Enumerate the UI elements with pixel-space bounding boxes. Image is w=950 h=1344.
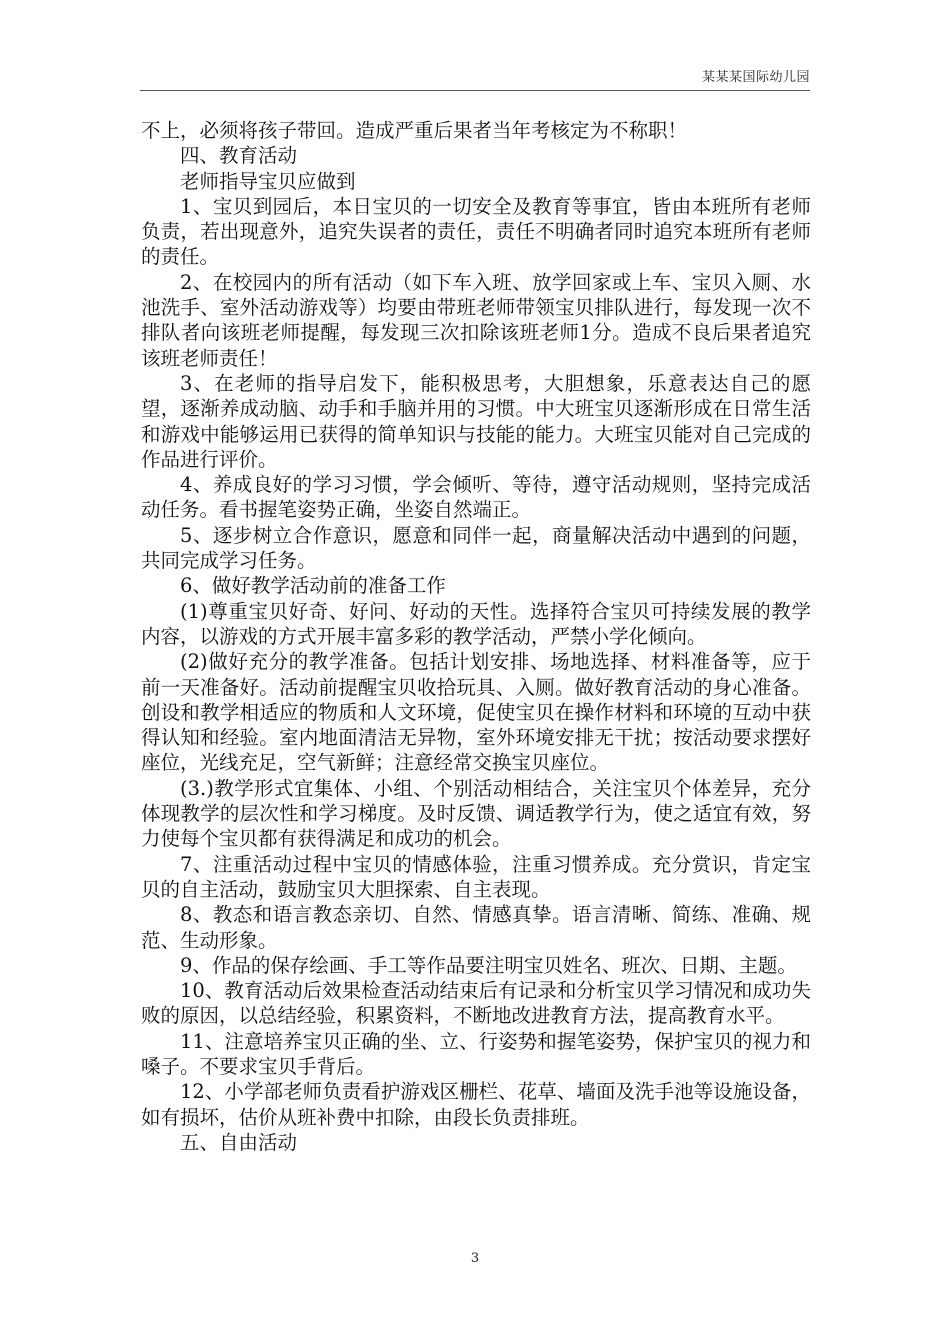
paragraph-item-2: 2、在校园内的所有活动（如下车入班、放学回家或上车、宝贝入厕、水池洗手、室外活动游戏等）均要由带班老师带领宝贝排队进行，每发现一次不排队者向该班老师提醒，每发现三次扣除该班老师1分。造成不良后果者追究该班老师责任！ [141, 270, 811, 370]
header-divider [140, 90, 810, 91]
paragraph-item-6: 6、做好教学活动前的准备工作 [180, 574, 446, 598]
paragraph-item-3: 3、在老师的指导启发下，能积极思考，大胆想象，乐意表达自己的愿望，逐渐养成动脑、动手和手脑并用的习惯。中大班宝贝逐渐形成在日常生活和游戏中能够运用已获得的简单知识与技能的能力。大班宝贝能对自己完成的作品进行评价。 [141, 371, 811, 471]
paragraph-item-5: 5、逐步树立合作意识，愿意和同伴一起，商量解决活动中遇到的问题，共同完成学习任务。 [141, 523, 811, 573]
paragraph-item-6-2: (2)做好充分的教学准备。包括计划安排、场地选择、材料准备等，应于前一天准备好。活动前提醒宝贝收拾玩具、入厕。做好教育活动的身心准备。创设和教学相适应的物质和人文环境，促使宝贝在操作材料和环境的互动中获得认知和经验。室内地面清洁无异物，室外环境安排无干扰；按活动要求摆好座位，光线充足，空气新鲜；注意经常交换宝贝座位。 [141, 650, 811, 775]
paragraph-item-6-3: (3.)教学形式宜集体、小组、个别活动相结合，关注宝贝个体差异，充分体现教学的层次性和学习梯度。及时反馈、调适教学行为，使之适宜有效，努力使每个宝贝都有获得满足和成功的机会。 [141, 776, 811, 851]
paragraph-item-6-1: (1)尊重宝贝好奇、好问、好动的天性。选择符合宝贝可持续发展的教学内容，以游戏的方式开展丰富多彩的教学活动，严禁小学化倾向。 [141, 599, 811, 648]
subheading-teacher-guidance: 老师指导宝贝应做到 [180, 169, 356, 193]
document-header-org-name: 某某某国际幼儿园 [701, 70, 810, 85]
paragraph-item-11: 11、注意培养宝贝正确的坐、立、行姿势和握笔姿势，保护宝贝的视力和嗓子。不要求宝贝手背后。 [141, 1029, 811, 1078]
page-number: 3 [470, 1251, 480, 1266]
paragraph-item-7: 7、注重活动过程中宝贝的情感体验，注重习惯养成。充分赏识，肯定宝贝的自主活动，鼓励宝贝大胆探索、自主表现。 [141, 852, 811, 901]
paragraph-item-1: 1、宝贝到园后，本日宝贝的一切安全及教育等事宜，皆由本班所有老师负责，若出现意外，追究失误者的责任，责任不明确者同时追究本班所有老师的责任。 [141, 194, 811, 269]
document-body [141, 118, 811, 1155]
section-heading-free-activity: 五、自由活动 [180, 1130, 298, 1154]
paragraph-item-8: 8、教态和语言教态亲切、自然、情感真挚。语言清晰、简练、准确、规范、生动形象。 [141, 903, 811, 952]
section-heading-education: 四、教育活动 [180, 144, 298, 168]
paragraph-item-12: 12、小学部老师负责看护游戏区栅栏、花草、墙面及洗手池等设施设备，如有损坏，估价从班补费中扣除，由段长负责排班。 [141, 1080, 811, 1129]
paragraph-item-10: 10、教育活动后效果检查活动结束后有记录和分析宝贝学习情况和成功失败的原因，以总结经验，积累资料，不断地改进教育方法，提高教育水平。 [141, 979, 811, 1028]
paragraph-continuation: 不上，必须将孩子带回。造成严重后果者当年考核定为不称职！ [141, 119, 688, 142]
paragraph-item-9: 9、作品的保存绘画、手工等作品要注明宝贝姓名、班次、日期、主题。 [180, 953, 797, 977]
paragraph-item-4: 4、养成良好的学习习惯，学会倾听、等待，遵守活动规则，坚持完成活动任务。看书握笔姿势正确，坐姿自然端正。 [141, 473, 811, 522]
